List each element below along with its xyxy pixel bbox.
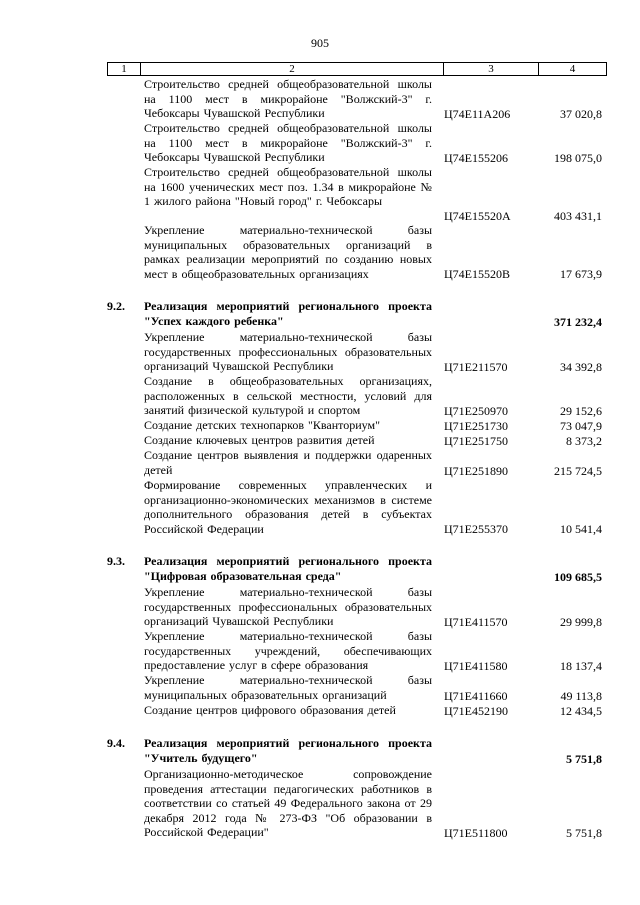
table-row xyxy=(0,77,640,121)
row-name: Создание в общеобразовательных организациях, расположенных в сельской местности, условий для занятий физической культурой и спортом xyxy=(144,374,432,417)
section-amount: 371 232,4 xyxy=(554,314,602,329)
row-name: Укрепление материально-технической базы муниципальных образовательных организаций xyxy=(144,673,432,702)
row-code: Ц71Е250970 xyxy=(444,403,508,418)
table-row xyxy=(0,629,640,673)
row-name: Строительство средней общеобразовательной школы на 1100 мест в микрорайоне "Волжский-3" г. Чебоксары Чувашской Республики xyxy=(144,77,432,120)
row-amount: 34 392,8 xyxy=(560,359,602,374)
row-code: Ц71Е251750 xyxy=(444,433,508,448)
row-name: Организационно-методическое сопровождение проведения аттестации педагогических работников в соответствии со статьей 49 Федерального закона от 29 декабря 2012 года № 273-ФЗ "Об образовании в Российской Федерации" xyxy=(144,767,432,839)
row-name: Создание центров выявления и поддержки одаренных детей xyxy=(144,448,432,477)
row-name: Создание ключевых центров развития детей xyxy=(144,433,375,447)
table-row xyxy=(0,478,640,536)
header-col-1: 1 xyxy=(108,63,141,75)
row-code: Ц71Е411660 xyxy=(444,688,508,703)
row-name: Создание центров цифрового образования детей xyxy=(144,703,396,717)
row-amount: 215 724,5 xyxy=(554,463,602,478)
table-row xyxy=(0,448,640,478)
row-amount: 29 152,6 xyxy=(560,403,602,418)
section-number: 9.3. xyxy=(107,554,125,568)
row-amount: 198 075,0 xyxy=(554,150,602,165)
page-number: 905 xyxy=(311,36,329,50)
table-header xyxy=(107,62,607,76)
row-amount: 12 434,5 xyxy=(560,703,602,718)
header-col-3: 3 xyxy=(444,63,539,75)
section-title: Реализация мероприятий регионального проекта "Учитель будущего" xyxy=(144,736,432,765)
row-amount: 49 113,8 xyxy=(560,688,602,703)
row-amount: 5 751,8 xyxy=(566,825,602,840)
table-row xyxy=(0,673,640,703)
row-code: Ц71Е255370 xyxy=(444,521,508,536)
row-code: Ц71Е411580 xyxy=(444,658,508,673)
table-row xyxy=(0,767,640,840)
row-name: Укрепление материально-технической базы государственных учреждений, обеспечивающих предоставление услуг в сфере образования xyxy=(144,629,432,672)
row-name: Строительство средней общеобразовательной школы на 1100 мест в микрорайоне "Волжский-3" г. Чебоксары Чувашской Республики xyxy=(144,121,432,164)
section-title: Реализация мероприятий регионального проекта "Успех каждого ребенка" xyxy=(144,299,432,328)
row-amount: 29 999,8 xyxy=(560,614,602,629)
row-code: Ц74Е155206 xyxy=(444,150,508,165)
table-row xyxy=(0,330,640,374)
table-row xyxy=(0,165,640,223)
header-col-2: 2 xyxy=(141,63,444,75)
table-row xyxy=(0,418,640,433)
row-code: Ц71Е251890 xyxy=(444,463,508,478)
row-amount: 37 020,8 xyxy=(560,106,602,121)
row-name: Строительство средней общеобразовательной школы на 1600 ученических мест поз. 1.34 в микрорайоне № 1 жилого района "Новый город" г. Чебоксары xyxy=(144,165,432,208)
section-row xyxy=(0,299,640,329)
section-amount: 109 685,5 xyxy=(554,569,602,584)
row-code: Ц71Е251730 xyxy=(444,418,508,433)
row-code: Ц71Е211570 xyxy=(444,359,508,374)
row-amount: 73 047,9 xyxy=(560,418,602,433)
section-title: Реализация мероприятий регионального проекта "Цифровая образовательная среда" xyxy=(144,554,432,583)
row-code: Ц74Е11А206 xyxy=(444,106,511,121)
row-code: Ц71Е452190 xyxy=(444,703,508,718)
row-code: Ц74Е15520А xyxy=(444,208,511,223)
row-name: Укрепление материально-технической базы муниципальных образовательных организаций в рамках реализации мероприятий по созданию новых мест в общеобразовательных организациях xyxy=(144,223,432,281)
row-amount: 10 541,4 xyxy=(560,521,602,536)
row-name: Формирование современных управленческих и организационно-экономических механизмов в системе дополнительного образования детей в субъектах Российской Федерации xyxy=(144,478,432,536)
table-row xyxy=(0,703,640,718)
row-amount: 17 673,9 xyxy=(560,266,602,281)
row-code: Ц71Е511800 xyxy=(444,825,508,840)
row-amount: 18 137,4 xyxy=(560,658,602,673)
table-row xyxy=(0,585,640,629)
section-row xyxy=(0,736,640,766)
header-col-4: 4 xyxy=(569,63,576,75)
section-amount: 5 751,8 xyxy=(566,751,602,766)
section-number: 9.4. xyxy=(107,736,125,750)
row-amount: 403 431,1 xyxy=(554,208,602,223)
table-row xyxy=(0,433,640,448)
row-name: Создание детских технопарков "Кванториум" xyxy=(144,418,380,432)
row-code: Ц71Е411570 xyxy=(444,614,508,629)
table-row xyxy=(0,223,640,281)
row-code: Ц74Е15520В xyxy=(444,266,510,281)
section-number: 9.2. xyxy=(107,299,125,313)
table-row xyxy=(0,121,640,165)
row-amount: 8 373,2 xyxy=(566,433,602,448)
row-name: Укрепление материально-технической базы государственных профессиональных образовательных организаций Чувашской Республики xyxy=(144,585,432,628)
section-row xyxy=(0,554,640,584)
table-row xyxy=(0,374,640,418)
row-name: Укрепление материально-технической базы государственных профессиональных образовательных организаций Чувашской Республики xyxy=(144,330,432,373)
